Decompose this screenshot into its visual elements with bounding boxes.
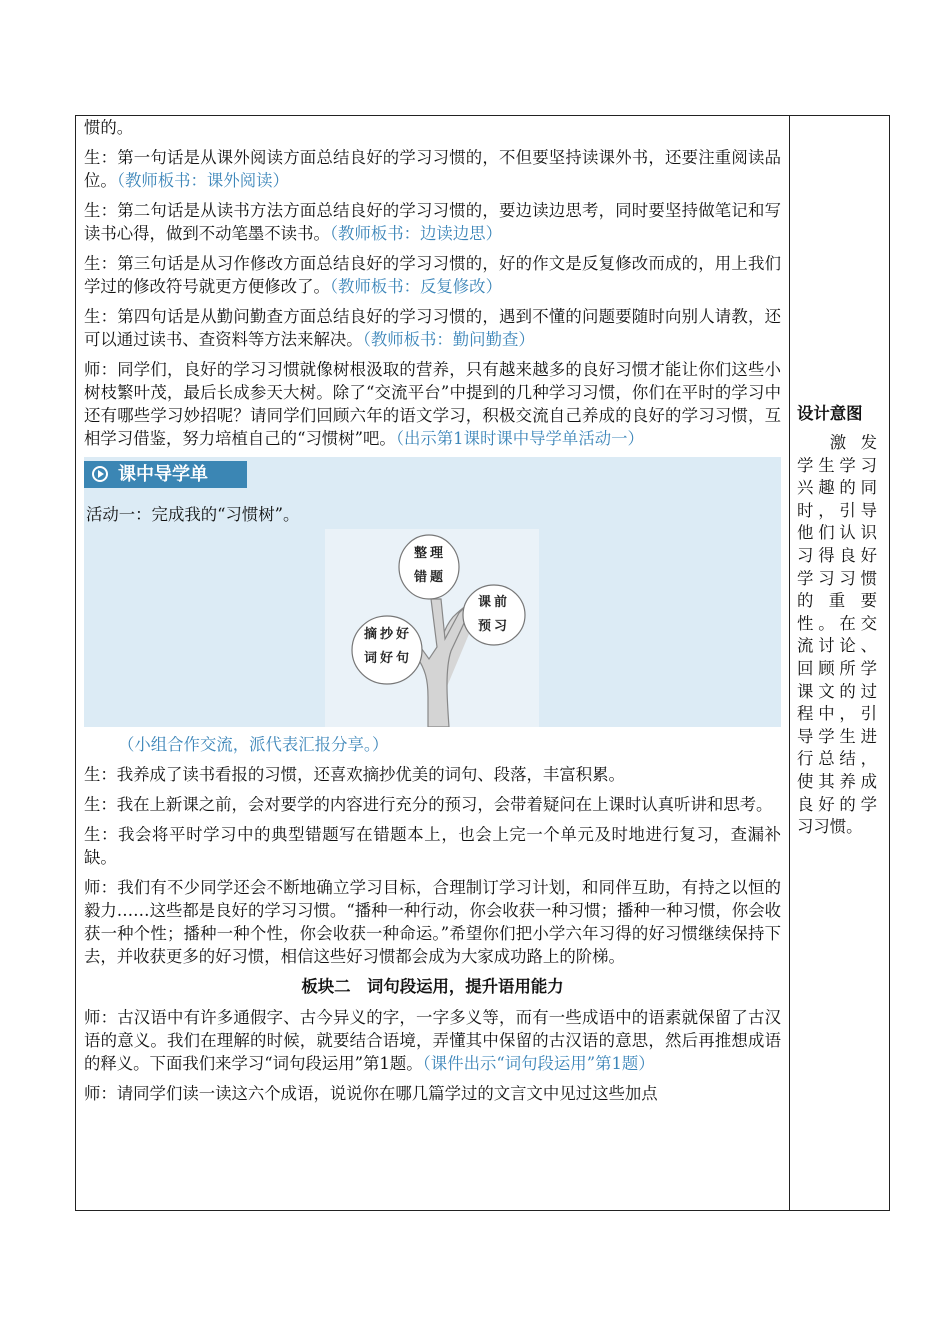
paragraph: 生：第二句话是从读书方法方面总结良好的学习习惯的，要边读边思考，同时要坚持做笔记和写读书心得，做到不动笔墨不读书。（教师板书：边读边思） [84,201,781,243]
design-intent-title: 设计意图 [797,404,863,423]
leaf-left-label: 摘抄好 词好句 [363,627,412,666]
play-icon [92,466,108,482]
activity-text: 活动一：完成我的“习惯树”。 [86,505,300,524]
paragraph: 生：第四句话是从勤问勤查方面总结良好的学习习惯的，遇到不懂的问题要随时向别人请教，还可以通过读书、查资料等方法来解决。（教师板书：勤问勤查） [84,307,781,349]
paragraph: 师：古汉语中有许多通假字、古今异义的字，一字多义等，而有一些成语中的语素就保留了古汉语的意义。我们在理解的时候，就要结合语境，弄懂其中保留的古汉语的意思，然后再推想成语的释义。下面我们来学习“词句段运用”第1题。（课件出示“词句段运用”第1题） [84,1008,781,1073]
leaf-right-label: 课前 预习 [477,595,510,634]
paragraph: 生：第一句话是从课外阅读方面总结良好的学习习惯的，不但要坚持读课外书，还要注重阅读品位。（教师板书：课外阅读） [84,148,781,190]
section-heading: 板块二 词句段运用，提升语用能力 [301,977,564,996]
board-note: （教师板书：课外阅读） [116,171,289,190]
design-intent-column [797,400,877,839]
paragraph: 生：我会将平时学习中的典型错题写在错题本上，也会上完一个单元及时地进行复习，查漏补缺。 [84,825,781,867]
board-note: （教师板书：反复修改） [329,277,502,296]
paragraph: 师：请同学们读一读这六个成语，说说你在哪几篇学过的文言文中见过这些加点 [84,1084,658,1103]
guide-banner: 课中导学单 [84,461,247,488]
board-note: （教师板书：勤问勤查） [362,330,535,349]
habit-tree [325,529,539,727]
paragraph: 惯的。 [84,118,134,137]
group-note: （小组合作交流，派代表汇报分享。） [118,735,389,754]
board-note: （教师板书：边读边思） [329,224,502,243]
paragraph: 师：同学们，良好的学习习惯就像树根汲取的营养，只有越来越多的良好习惯才能让你们这些小树枝繁叶茂，最后长成参天大树。除了“交流平台”中提到的几种学习习惯，你们在平时的学习中还有哪些学习妙招呢？请同学们回顾六年的语文学习，积极交流自己养成的良好的学习习惯，互相学习借鉴，努力培植自己的“习惯树”吧。（出示第1课时课中导学单活动一） [84,360,781,448]
paragraph: 生：我在上新课之前，会对要学的内容进行充分的预习，会带着疑问在上课时认真听讲和思考。 [84,795,773,814]
main-column [84,116,781,1112]
board-note: （出示第1课时课中导学单活动一） [395,429,644,448]
design-intent-text: 激发学生学习兴趣的同时，引导他们认识习得良好学习习惯的重要性。在交流讨论、回顾所学课文的过程中，引导学生进行总结，使其养成良好的学习习惯。 [797,433,877,837]
paragraph: 师：我们有不少同学还会不断地确立学习目标，合理制订学习计划，和同伴互助，有持之以恒的毅力……这些都是良好的学习习惯。“播种一种行动，你会收获一种习惯；播种一种习惯，你会收获一种个性；播种一种个性，你会收获一种命运。”希望你们把小学六年习得的好习惯继续保持下去，并收获更多的好习惯，相信这些好习惯都会成为大家成功路上的阶梯。 [84,878,781,966]
leaf-top-label: 整理 错题 [413,546,446,585]
paragraph: 生：我养成了读书看报的习惯，还喜欢摘抄优美的词句、段落，丰富积累。 [84,765,625,784]
activity-panel [84,457,781,727]
board-note: （课件出示“词句段运用”第1题） [422,1054,655,1073]
paragraph: 生：第三句话是从习作修改方面总结良好的学习习惯的，好的作文是反复修改而成的，用上我们学过的修改符号就更方便修改了。（教师板书：反复修改） [84,254,781,296]
column-divider [789,116,790,1210]
lesson-table [75,115,890,1211]
